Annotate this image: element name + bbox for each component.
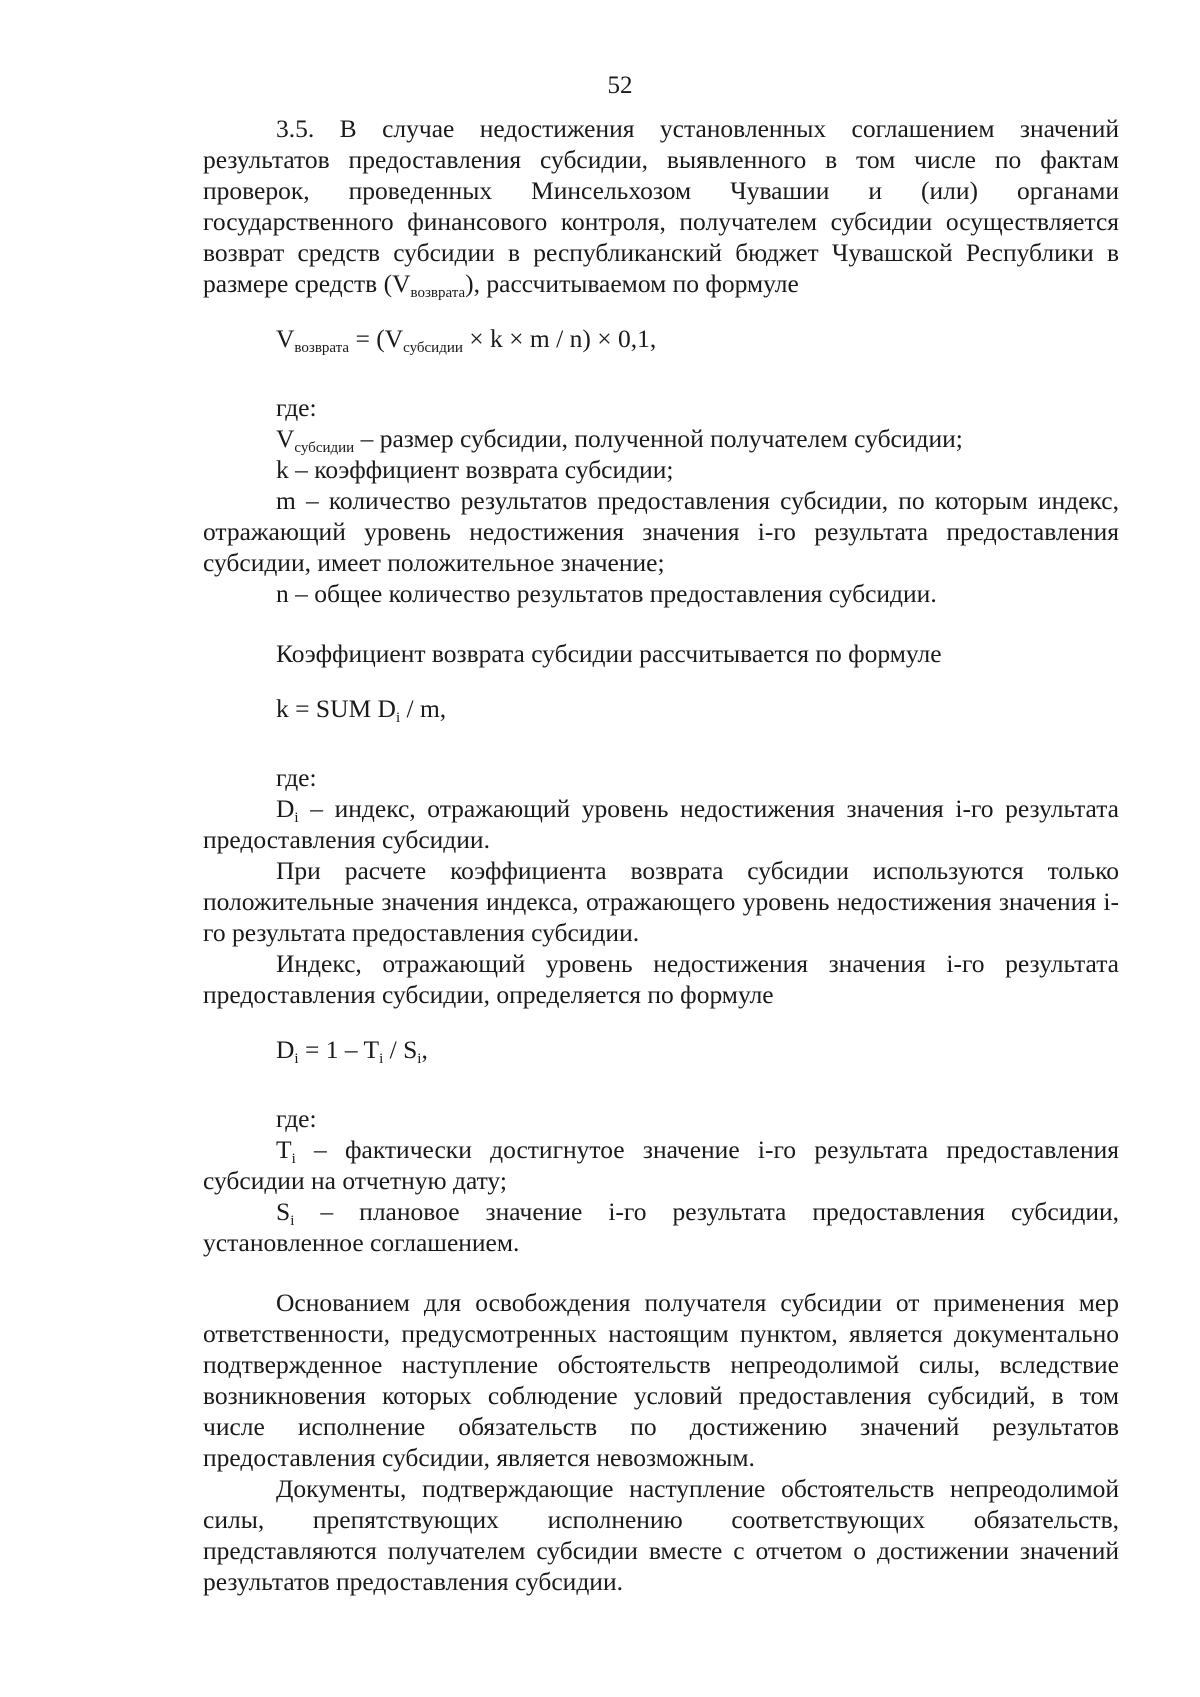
definition-m: m – количество результатов предоставления субсидии, по которым индекс, отражающий уровень недостижения значения i-го результата предоставления субсидии, имеет положительное значение;: [203, 486, 1119, 577]
document-body: [203, 113, 1119, 1597]
paragraph-basis-exemption: Основанием для освобождения получателя субсидии от применения мер ответственности, предусмотренных настоящим пунктом, является документально подтвержденное наступление обстоятельств непреодолимой силы, вследствие возникновения которых соблюдение условий предоставления субсидий, в том числе исполнение обязательств по достижению значений результатов предоставления субсидии, является невозможным.: [203, 1288, 1119, 1472]
formula-index: $D_i = 1 - T_i / S_i$,: [276, 1035, 428, 1067]
paragraph-3-5: 3.5. В случае недостижения установленных соглашением значений результатов предоставления субсидии, выявленного в том числе по фактам проверок, проведенных Минсельхозом Чувашии и (или) органами государственного финансового контроля, получателем субсидии осуществляется возврат средств субсидии в республиканский бюджет Чувашской Республики в размере средств $(V_{возврата})$, рассчитываемом по формуле: [203, 114, 1119, 301]
where-label-3: где:: [276, 1104, 317, 1133]
definition-n: n – общее количество результатов предоставления субсидии.: [276, 579, 937, 608]
page-number: 52: [607, 72, 633, 99]
formula-coefficient: k = SUM $D_i$ / m,: [276, 694, 447, 726]
definition-v-subsidy: $V_{субсидии}$ – размер субсидии, полученной получателем субсидии;: [276, 424, 963, 456]
coefficient-intro: Коэффициент возврата субсидии рассчитывается по формуле: [276, 639, 942, 668]
definition-s: $S_i$ – плановое значение i-го результата предоставления субсидии, установленное соглашением.: [203, 1197, 1119, 1257]
definition-k: k – коэффициент возврата субсидии;: [276, 455, 674, 484]
definition-d: $D_i$ – индекс, отражающий уровень недостижения значения i-го результата предоставления субсидии.: [203, 794, 1119, 854]
where-label-1: где:: [276, 393, 317, 422]
formula-return-amount: $V_{возврата} = (V_{субсидии} \times k \times m / n) \times 0,1$,: [276, 324, 657, 356]
paragraph-positive-values: При расчете коэффициента возврата субсидии используются только положительные значения индекса, отражающего уровень недостижения значения i-го результата предоставления субсидии.: [203, 856, 1119, 947]
paragraph-index: Индекс, отражающий уровень недостижения значения i-го результата предоставления субсидии, определяется по формуле: [203, 949, 1119, 1009]
where-label-2: где:: [276, 763, 317, 792]
paragraph-documents: Документы, подтверждающие наступление обстоятельств непреодолимой силы, препятствующих исполнению соответствующих обязательств, представляются получателем субсидии вместе с отчетом о достижении значений результатов предоставления субсидии.: [203, 1474, 1119, 1596]
definition-t: $T_i$ – фактически достигнутое значение i-го результата предоставления субсидии на отчетную дату;: [203, 1135, 1119, 1195]
